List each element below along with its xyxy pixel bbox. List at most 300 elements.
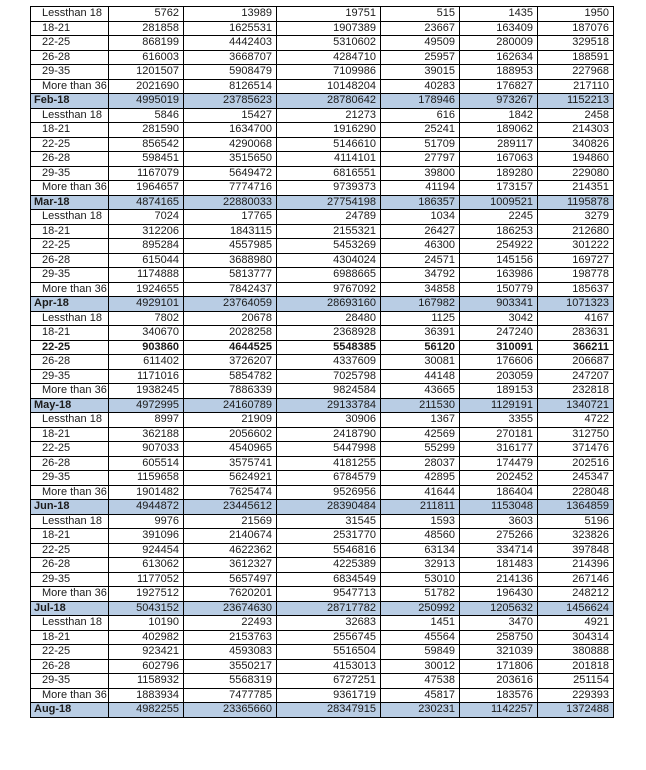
value-cell[interactable]: 185637: [538, 282, 614, 297]
value-cell[interactable]: 48560: [381, 529, 460, 544]
month-total-value-cell[interactable]: 1364859: [538, 500, 614, 515]
month-total-value-cell[interactable]: 23674630: [184, 601, 277, 616]
value-cell[interactable]: 1593: [381, 514, 460, 529]
value-cell[interactable]: 329518: [538, 36, 614, 51]
age-group-label-cell[interactable]: 22-25: [31, 36, 109, 51]
value-cell[interactable]: 169727: [538, 253, 614, 268]
age-group-label-cell[interactable]: 29-35: [31, 268, 109, 283]
value-cell[interactable]: 229393: [538, 688, 614, 703]
value-cell[interactable]: 371476: [538, 442, 614, 457]
age-group-label-cell[interactable]: 29-35: [31, 65, 109, 80]
value-cell[interactable]: 186253: [460, 224, 538, 239]
month-total-value-cell[interactable]: 23365660: [184, 703, 277, 718]
value-cell[interactable]: 1842: [460, 108, 538, 123]
value-cell[interactable]: 1843115: [184, 224, 277, 239]
value-cell[interactable]: 397848: [538, 543, 614, 558]
month-total-value-cell[interactable]: 1372488: [538, 703, 614, 718]
age-group-label-cell[interactable]: 22-25: [31, 543, 109, 558]
month-total-label-cell[interactable]: Aug-18: [31, 703, 109, 718]
value-cell[interactable]: 4337609: [277, 355, 381, 370]
value-cell[interactable]: 1034: [381, 210, 460, 225]
value-cell[interactable]: 868199: [109, 36, 184, 51]
value-cell[interactable]: 3042: [460, 311, 538, 326]
value-cell[interactable]: 17765: [184, 210, 277, 225]
value-cell[interactable]: 228048: [538, 485, 614, 500]
value-cell[interactable]: 9547713: [277, 587, 381, 602]
value-cell[interactable]: 40283: [381, 79, 460, 94]
age-group-label-cell[interactable]: 26-28: [31, 50, 109, 65]
age-group-label-cell[interactable]: 29-35: [31, 674, 109, 689]
age-group-label-cell[interactable]: 18-21: [31, 326, 109, 341]
value-cell[interactable]: 616003: [109, 50, 184, 65]
value-cell[interactable]: 63134: [381, 543, 460, 558]
value-cell[interactable]: 25241: [381, 123, 460, 138]
value-cell[interactable]: 4290068: [184, 137, 277, 152]
age-group-label-cell[interactable]: 22-25: [31, 340, 109, 355]
age-group-label-cell[interactable]: Lessthan 18: [31, 210, 109, 225]
value-cell[interactable]: 3470: [460, 616, 538, 631]
value-cell[interactable]: 8997: [109, 413, 184, 428]
value-cell[interactable]: 7024: [109, 210, 184, 225]
age-group-label-cell[interactable]: More than 36: [31, 79, 109, 94]
value-cell[interactable]: 340670: [109, 326, 184, 341]
age-group-label-cell[interactable]: 18-21: [31, 630, 109, 645]
value-cell[interactable]: 41644: [381, 485, 460, 500]
value-cell[interactable]: 310091: [460, 340, 538, 355]
value-cell[interactable]: 2458: [538, 108, 614, 123]
value-cell[interactable]: 615044: [109, 253, 184, 268]
value-cell[interactable]: 145156: [460, 253, 538, 268]
age-group-label-cell[interactable]: Lessthan 18: [31, 311, 109, 326]
value-cell[interactable]: 27797: [381, 152, 460, 167]
value-cell[interactable]: 53010: [381, 572, 460, 587]
value-cell[interactable]: 3688980: [184, 253, 277, 268]
value-cell[interactable]: 56120: [381, 340, 460, 355]
month-total-value-cell[interactable]: 167982: [381, 297, 460, 312]
value-cell[interactable]: 43665: [381, 384, 460, 399]
age-group-label-cell[interactable]: More than 36: [31, 282, 109, 297]
value-cell[interactable]: 26427: [381, 224, 460, 239]
value-cell[interactable]: 2418790: [277, 427, 381, 442]
value-cell[interactable]: 8126514: [184, 79, 277, 94]
value-cell[interactable]: 214396: [538, 558, 614, 573]
month-total-value-cell[interactable]: 1152213: [538, 94, 614, 109]
value-cell[interactable]: 391096: [109, 529, 184, 544]
value-cell[interactable]: 4114101: [277, 152, 381, 167]
month-total-label-cell[interactable]: Feb-18: [31, 94, 109, 109]
value-cell[interactable]: 275266: [460, 529, 538, 544]
age-group-label-cell[interactable]: Lessthan 18: [31, 514, 109, 529]
value-cell[interactable]: 7886339: [184, 384, 277, 399]
value-cell[interactable]: 28037: [381, 456, 460, 471]
age-group-label-cell[interactable]: More than 36: [31, 688, 109, 703]
value-cell[interactable]: 4153013: [277, 659, 381, 674]
value-cell[interactable]: 2155321: [277, 224, 381, 239]
month-total-value-cell[interactable]: 1153048: [460, 500, 538, 515]
month-total-value-cell[interactable]: 973267: [460, 94, 538, 109]
value-cell[interactable]: 5546816: [277, 543, 381, 558]
month-total-value-cell[interactable]: 1205632: [460, 601, 538, 616]
month-total-value-cell[interactable]: 1142257: [460, 703, 538, 718]
value-cell[interactable]: 4225389: [277, 558, 381, 573]
month-total-value-cell[interactable]: 4995019: [109, 94, 184, 109]
value-cell[interactable]: 1916290: [277, 123, 381, 138]
value-cell[interactable]: 1125: [381, 311, 460, 326]
value-cell[interactable]: 202452: [460, 471, 538, 486]
age-group-label-cell[interactable]: More than 36: [31, 485, 109, 500]
month-total-value-cell[interactable]: 27754198: [277, 195, 381, 210]
month-total-value-cell[interactable]: 24160789: [184, 398, 277, 413]
value-cell[interactable]: 9976: [109, 514, 184, 529]
age-group-label-cell[interactable]: 22-25: [31, 442, 109, 457]
value-cell[interactable]: 51782: [381, 587, 460, 602]
value-cell[interactable]: 602796: [109, 659, 184, 674]
value-cell[interactable]: 1964657: [109, 181, 184, 196]
age-group-label-cell[interactable]: 29-35: [31, 166, 109, 181]
value-cell[interactable]: 280009: [460, 36, 538, 51]
value-cell[interactable]: 39015: [381, 65, 460, 80]
value-cell[interactable]: 4722: [538, 413, 614, 428]
value-cell[interactable]: 188591: [538, 50, 614, 65]
value-cell[interactable]: 1171016: [109, 369, 184, 384]
month-total-value-cell[interactable]: 250992: [381, 601, 460, 616]
value-cell[interactable]: 9767092: [277, 282, 381, 297]
value-cell[interactable]: 4181255: [277, 456, 381, 471]
value-cell[interactable]: 316177: [460, 442, 538, 457]
value-cell[interactable]: 924454: [109, 543, 184, 558]
value-cell[interactable]: 227968: [538, 65, 614, 80]
age-group-label-cell[interactable]: Lessthan 18: [31, 7, 109, 22]
value-cell[interactable]: 7625474: [184, 485, 277, 500]
month-total-value-cell[interactable]: 4874165: [109, 195, 184, 210]
value-cell[interactable]: 895284: [109, 239, 184, 254]
value-cell[interactable]: 176606: [460, 355, 538, 370]
value-cell[interactable]: 187076: [538, 21, 614, 36]
value-cell[interactable]: 251154: [538, 674, 614, 689]
value-cell[interactable]: 163986: [460, 268, 538, 283]
value-cell[interactable]: 7477785: [184, 688, 277, 703]
value-cell[interactable]: 22493: [184, 616, 277, 631]
age-group-label-cell[interactable]: 18-21: [31, 224, 109, 239]
value-cell[interactable]: 1927512: [109, 587, 184, 602]
value-cell[interactable]: 25957: [381, 50, 460, 65]
value-cell[interactable]: 281858: [109, 21, 184, 36]
value-cell[interactable]: 194860: [538, 152, 614, 167]
value-cell[interactable]: 4593083: [184, 645, 277, 660]
value-cell[interactable]: 24789: [277, 210, 381, 225]
value-cell[interactable]: 5453269: [277, 239, 381, 254]
value-cell[interactable]: 30906: [277, 413, 381, 428]
value-cell[interactable]: 1177052: [109, 572, 184, 587]
value-cell[interactable]: 856542: [109, 137, 184, 152]
month-total-value-cell[interactable]: 29133784: [277, 398, 381, 413]
value-cell[interactable]: 5846: [109, 108, 184, 123]
month-total-value-cell[interactable]: 4982255: [109, 703, 184, 718]
value-cell[interactable]: 42895: [381, 471, 460, 486]
value-cell[interactable]: 4921: [538, 616, 614, 631]
value-cell[interactable]: 5813777: [184, 268, 277, 283]
age-group-label-cell[interactable]: More than 36: [31, 181, 109, 196]
month-total-value-cell[interactable]: 4944872: [109, 500, 184, 515]
value-cell[interactable]: 196430: [460, 587, 538, 602]
value-cell[interactable]: 46300: [381, 239, 460, 254]
value-cell[interactable]: 598451: [109, 152, 184, 167]
value-cell[interactable]: 59849: [381, 645, 460, 660]
value-cell[interactable]: 214136: [460, 572, 538, 587]
value-cell[interactable]: 5657497: [184, 572, 277, 587]
value-cell[interactable]: 1938245: [109, 384, 184, 399]
month-total-value-cell[interactable]: 1456624: [538, 601, 614, 616]
age-group-label-cell[interactable]: 26-28: [31, 253, 109, 268]
value-cell[interactable]: 9361719: [277, 688, 381, 703]
value-cell[interactable]: 2021690: [109, 79, 184, 94]
month-total-label-cell[interactable]: Apr-18: [31, 297, 109, 312]
month-total-value-cell[interactable]: 211811: [381, 500, 460, 515]
age-group-label-cell[interactable]: 22-25: [31, 137, 109, 152]
value-cell[interactable]: 214303: [538, 123, 614, 138]
value-cell[interactable]: 340826: [538, 137, 614, 152]
age-group-label-cell[interactable]: Lessthan 18: [31, 108, 109, 123]
value-cell[interactable]: 203616: [460, 674, 538, 689]
age-group-label-cell[interactable]: 22-25: [31, 239, 109, 254]
value-cell[interactable]: 923421: [109, 645, 184, 660]
value-cell[interactable]: 189280: [460, 166, 538, 181]
value-cell[interactable]: 174479: [460, 456, 538, 471]
value-cell[interactable]: 402982: [109, 630, 184, 645]
value-cell[interactable]: 214351: [538, 181, 614, 196]
value-cell[interactable]: 30081: [381, 355, 460, 370]
value-cell[interactable]: 189153: [460, 384, 538, 399]
value-cell[interactable]: 3668707: [184, 50, 277, 65]
value-cell[interactable]: 32913: [381, 558, 460, 573]
value-cell[interactable]: 3603: [460, 514, 538, 529]
value-cell[interactable]: 247207: [538, 369, 614, 384]
value-cell[interactable]: 3355: [460, 413, 538, 428]
value-cell[interactable]: 7109986: [277, 65, 381, 80]
value-cell[interactable]: 5624921: [184, 471, 277, 486]
age-group-label-cell[interactable]: 26-28: [31, 456, 109, 471]
value-cell[interactable]: 312750: [538, 427, 614, 442]
value-cell[interactable]: 304314: [538, 630, 614, 645]
value-cell[interactable]: 39800: [381, 166, 460, 181]
month-total-value-cell[interactable]: 23764059: [184, 297, 277, 312]
value-cell[interactable]: 28480: [277, 311, 381, 326]
value-cell[interactable]: 258750: [460, 630, 538, 645]
month-total-value-cell[interactable]: 4972995: [109, 398, 184, 413]
month-total-value-cell[interactable]: 903341: [460, 297, 538, 312]
value-cell[interactable]: 248212: [538, 587, 614, 602]
value-cell[interactable]: 1451: [381, 616, 460, 631]
value-cell[interactable]: 515: [381, 7, 460, 22]
value-cell[interactable]: 5568319: [184, 674, 277, 689]
value-cell[interactable]: 3515650: [184, 152, 277, 167]
value-cell[interactable]: 254922: [460, 239, 538, 254]
value-cell[interactable]: 1158932: [109, 674, 184, 689]
value-cell[interactable]: 903860: [109, 340, 184, 355]
value-cell[interactable]: 270181: [460, 427, 538, 442]
value-cell[interactable]: 1201507: [109, 65, 184, 80]
value-cell[interactable]: 323826: [538, 529, 614, 544]
value-cell[interactable]: 6727251: [277, 674, 381, 689]
value-cell[interactable]: 2153763: [184, 630, 277, 645]
value-cell[interactable]: 47538: [381, 674, 460, 689]
value-cell[interactable]: 4644525: [184, 340, 277, 355]
month-total-value-cell[interactable]: 5043152: [109, 601, 184, 616]
value-cell[interactable]: 3575741: [184, 456, 277, 471]
value-cell[interactable]: 206687: [538, 355, 614, 370]
value-cell[interactable]: 4167: [538, 311, 614, 326]
value-cell[interactable]: 45564: [381, 630, 460, 645]
value-cell[interactable]: 20678: [184, 311, 277, 326]
value-cell[interactable]: 45817: [381, 688, 460, 703]
age-group-label-cell[interactable]: 26-28: [31, 659, 109, 674]
value-cell[interactable]: 2556745: [277, 630, 381, 645]
value-cell[interactable]: 21273: [277, 108, 381, 123]
value-cell[interactable]: 6988665: [277, 268, 381, 283]
value-cell[interactable]: 41194: [381, 181, 460, 196]
value-cell[interactable]: 9526956: [277, 485, 381, 500]
value-cell[interactable]: 24571: [381, 253, 460, 268]
value-cell[interactable]: 30012: [381, 659, 460, 674]
age-group-label-cell[interactable]: 26-28: [31, 355, 109, 370]
month-total-label-cell[interactable]: Jun-18: [31, 500, 109, 515]
age-group-label-cell[interactable]: 18-21: [31, 427, 109, 442]
value-cell[interactable]: 2056602: [184, 427, 277, 442]
age-group-label-cell[interactable]: Lessthan 18: [31, 616, 109, 631]
value-cell[interactable]: 312206: [109, 224, 184, 239]
value-cell[interactable]: 34858: [381, 282, 460, 297]
value-cell[interactable]: 202516: [538, 456, 614, 471]
value-cell[interactable]: 283631: [538, 326, 614, 341]
month-total-value-cell[interactable]: 28780642: [277, 94, 381, 109]
month-total-value-cell[interactable]: 211530: [381, 398, 460, 413]
value-cell[interactable]: 5310602: [277, 36, 381, 51]
value-cell[interactable]: 212680: [538, 224, 614, 239]
value-cell[interactable]: 4557985: [184, 239, 277, 254]
value-cell[interactable]: 3726207: [184, 355, 277, 370]
value-cell[interactable]: 181483: [460, 558, 538, 573]
value-cell[interactable]: 162634: [460, 50, 538, 65]
month-total-value-cell[interactable]: 1340721: [538, 398, 614, 413]
month-total-value-cell[interactable]: 230231: [381, 703, 460, 718]
value-cell[interactable]: 198778: [538, 268, 614, 283]
value-cell[interactable]: 9824584: [277, 384, 381, 399]
value-cell[interactable]: 13989: [184, 7, 277, 22]
value-cell[interactable]: 907033: [109, 442, 184, 457]
value-cell[interactable]: 150779: [460, 282, 538, 297]
value-cell[interactable]: 7620201: [184, 587, 277, 602]
value-cell[interactable]: 2140674: [184, 529, 277, 544]
value-cell[interactable]: 2368928: [277, 326, 381, 341]
value-cell[interactable]: 21569: [184, 514, 277, 529]
value-cell[interactable]: 163409: [460, 21, 538, 36]
value-cell[interactable]: 232818: [538, 384, 614, 399]
value-cell[interactable]: 613062: [109, 558, 184, 573]
value-cell[interactable]: 267146: [538, 572, 614, 587]
value-cell[interactable]: 23667: [381, 21, 460, 36]
value-cell[interactable]: 9739373: [277, 181, 381, 196]
month-total-value-cell[interactable]: 23445612: [184, 500, 277, 515]
value-cell[interactable]: 1634700: [184, 123, 277, 138]
value-cell[interactable]: 183576: [460, 688, 538, 703]
value-cell[interactable]: 2245: [460, 210, 538, 225]
value-cell[interactable]: 189062: [460, 123, 538, 138]
age-group-label-cell[interactable]: 26-28: [31, 558, 109, 573]
value-cell[interactable]: 2531770: [277, 529, 381, 544]
value-cell[interactable]: 1883934: [109, 688, 184, 703]
age-group-label-cell[interactable]: 22-25: [31, 645, 109, 660]
age-group-label-cell[interactable]: More than 36: [31, 587, 109, 602]
value-cell[interactable]: 10190: [109, 616, 184, 631]
value-cell[interactable]: 366211: [538, 340, 614, 355]
value-cell[interactable]: 10148204: [277, 79, 381, 94]
value-cell[interactable]: 7774716: [184, 181, 277, 196]
value-cell[interactable]: 1167079: [109, 166, 184, 181]
value-cell[interactable]: 34792: [381, 268, 460, 283]
month-total-label-cell[interactable]: Mar-18: [31, 195, 109, 210]
value-cell[interactable]: 611402: [109, 355, 184, 370]
value-cell[interactable]: 36391: [381, 326, 460, 341]
value-cell[interactable]: 3612327: [184, 558, 277, 573]
value-cell[interactable]: 15427: [184, 108, 277, 123]
value-cell[interactable]: 1907389: [277, 21, 381, 36]
value-cell[interactable]: 1367: [381, 413, 460, 428]
value-cell[interactable]: 301222: [538, 239, 614, 254]
age-group-label-cell[interactable]: 29-35: [31, 471, 109, 486]
value-cell[interactable]: 605514: [109, 456, 184, 471]
value-cell[interactable]: 201818: [538, 659, 614, 674]
value-cell[interactable]: 19751: [277, 7, 381, 22]
age-group-label-cell[interactable]: More than 36: [31, 384, 109, 399]
value-cell[interactable]: 51709: [381, 137, 460, 152]
month-total-value-cell[interactable]: 23785623: [184, 94, 277, 109]
value-cell[interactable]: 1174888: [109, 268, 184, 283]
value-cell[interactable]: 5196: [538, 514, 614, 529]
month-total-value-cell[interactable]: 28390484: [277, 500, 381, 515]
value-cell[interactable]: 245347: [538, 471, 614, 486]
value-cell[interactable]: 6784579: [277, 471, 381, 486]
value-cell[interactable]: 1625531: [184, 21, 277, 36]
value-cell[interactable]: 289117: [460, 137, 538, 152]
month-total-value-cell[interactable]: 1071323: [538, 297, 614, 312]
month-total-value-cell[interactable]: 28717782: [277, 601, 381, 616]
value-cell[interactable]: 186404: [460, 485, 538, 500]
value-cell[interactable]: 176827: [460, 79, 538, 94]
month-total-value-cell[interactable]: 4929101: [109, 297, 184, 312]
value-cell[interactable]: 1159658: [109, 471, 184, 486]
age-group-label-cell[interactable]: 18-21: [31, 123, 109, 138]
value-cell[interactable]: 7802: [109, 311, 184, 326]
value-cell[interactable]: 7025798: [277, 369, 381, 384]
month-total-value-cell[interactable]: 28693160: [277, 297, 381, 312]
month-total-value-cell[interactable]: 1129191: [460, 398, 538, 413]
age-group-label-cell[interactable]: 29-35: [31, 572, 109, 587]
value-cell[interactable]: 3550217: [184, 659, 277, 674]
month-total-value-cell[interactable]: 1195878: [538, 195, 614, 210]
value-cell[interactable]: 5908479: [184, 65, 277, 80]
value-cell[interactable]: 6834549: [277, 572, 381, 587]
value-cell[interactable]: 171806: [460, 659, 538, 674]
value-cell[interactable]: 5516504: [277, 645, 381, 660]
month-total-value-cell[interactable]: 28347915: [277, 703, 381, 718]
value-cell[interactable]: 4540965: [184, 442, 277, 457]
value-cell[interactable]: 616: [381, 108, 460, 123]
value-cell[interactable]: 21909: [184, 413, 277, 428]
value-cell[interactable]: 49509: [381, 36, 460, 51]
value-cell[interactable]: 42569: [381, 427, 460, 442]
value-cell[interactable]: 7842437: [184, 282, 277, 297]
value-cell[interactable]: 188953: [460, 65, 538, 80]
